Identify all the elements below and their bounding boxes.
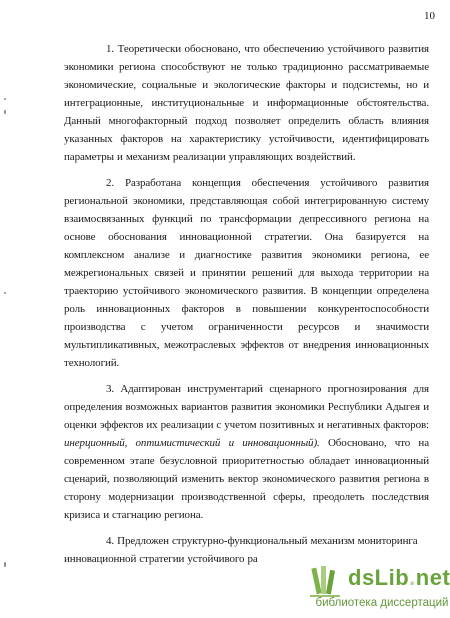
paragraph-3-text-a: 3. Адаптирован инструментарий сценарного прогнозирования для определения возможных вариантов развития экономики Республики Адыгея и оценки эффектов их реализации с учетом позитивных и негативных факторов: <box>64 383 430 431</box>
paragraph-3-italic: инерционный, оптимистический и инновационный). <box>64 437 320 449</box>
paragraph-4: 4. Предложен структурно-функциональный механизм мониторинга инновационной стратегии устойчивого ра <box>64 535 418 565</box>
watermark-caption: библиотека диссертаций <box>315 597 449 609</box>
document-body <box>64 40 429 568</box>
paragraph-2: 2. Разработана концепция обеспечения устойчивого развития региональной экономики, представляющая собой интегрированную систему взаимосвязанных функций по трансформации депрессивного региона на основе обоснования инновационной стратегии. Она базируется на комплексном анализе и диагностике развития экономики региона, ее межрегиональных связей и принятии решений для выхода территории на траекторию устойчивого экономического развития. В концепции определена роль инновационных факторов в повышении конкурентоспособности производства с учетом ограниченности ресурсов и значимости мультипликативных, межотраслевых эффектов от внедрения инновационных технологий. <box>64 177 429 369</box>
watermark-logo-dot: . <box>409 565 416 590</box>
watermark-logo-tld: net <box>415 565 450 590</box>
scan-speck <box>4 98 6 100</box>
scan-speck <box>4 110 6 114</box>
watermark-logo <box>348 564 450 592</box>
scan-speck <box>4 562 6 567</box>
scan-speck <box>4 292 6 294</box>
paragraph-1: 1. Теоретически обосновано, что обеспечению устойчивого развития экономики региона способствуют не только традиционно рассматриваемые экономические, социальные и экологические факторы и подсистемы, но и интеграционные, институциональные и информационные обстоятельства. Данный многофакторный подход позволяет определить область влияния указанных факторов на характеристику устойчивости, идентифицировать параметры и механизм реализации управляющих воздействий. <box>64 43 429 163</box>
paragraph-3-text-b: Обосновано, что на современном этапе безусловной приоритетностью обладает инновационный сценарий, позволяющий изменить вектор экономического развития региона в сторону модернизации производственной сферы, преодолеть последствия кризиса и стагнацию региона. <box>64 437 430 521</box>
paragraph-3 <box>64 380 429 524</box>
dslib-watermark <box>300 562 450 618</box>
page-number: 10 <box>424 10 435 22</box>
watermark-logo-main: dsLib <box>348 565 410 590</box>
